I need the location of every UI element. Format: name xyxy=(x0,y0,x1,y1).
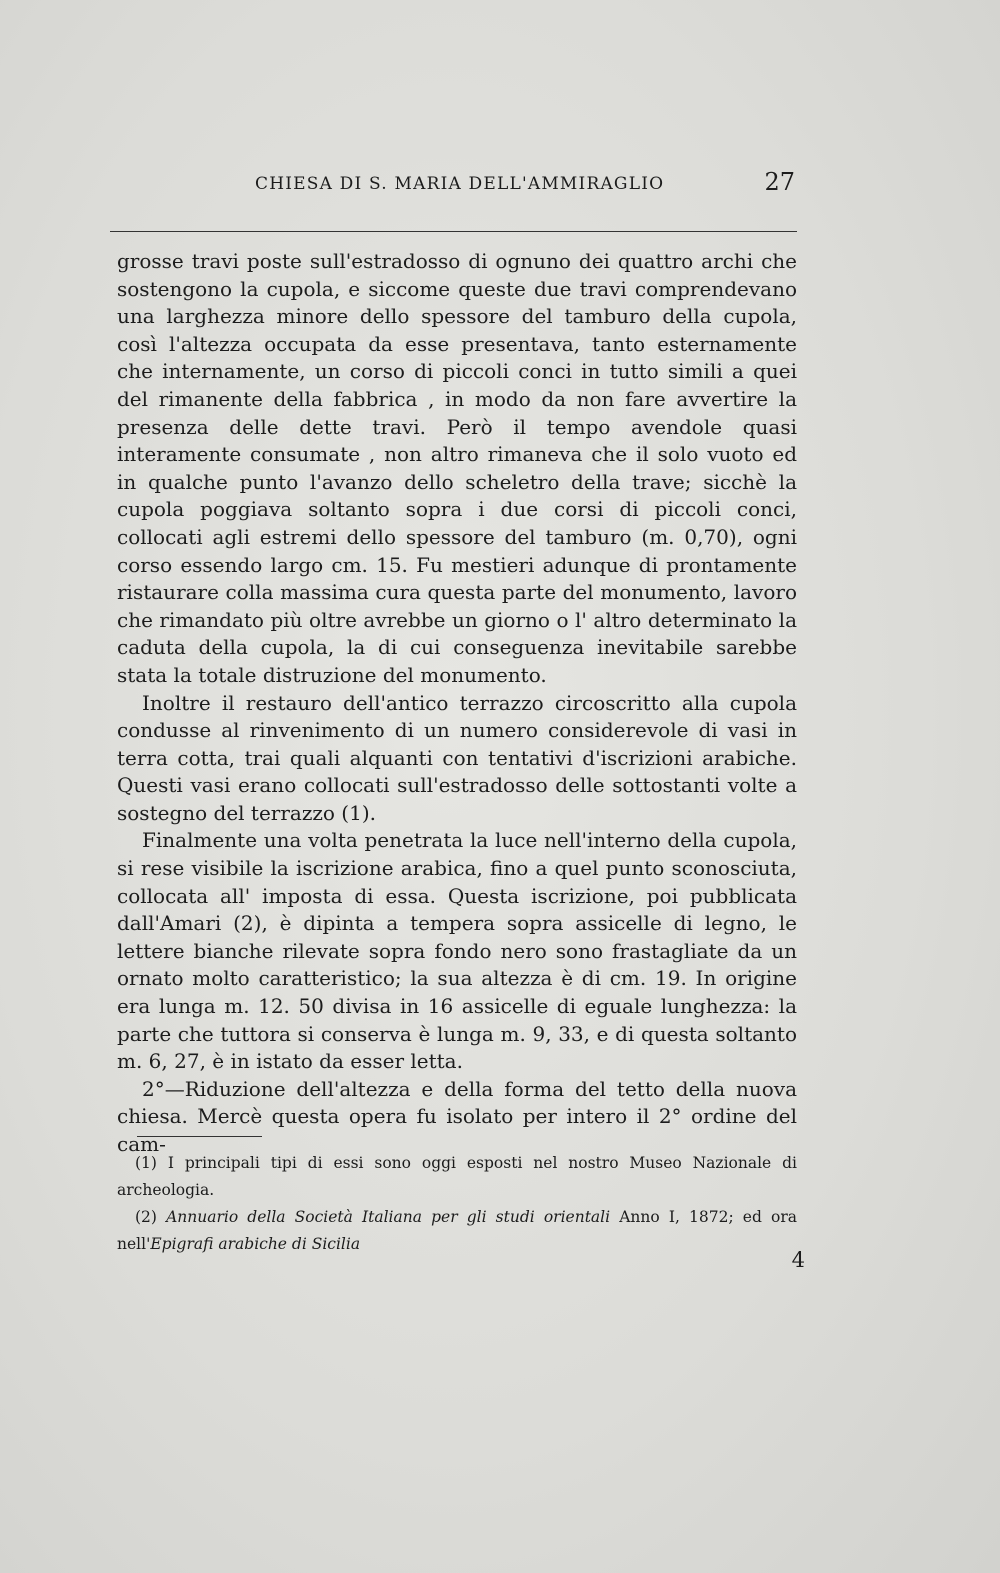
footnote-rule xyxy=(137,1136,262,1137)
body-text xyxy=(117,248,797,1159)
header-rule xyxy=(110,231,797,232)
footnote-2-middle: Anno I, 1872; ed ora nell' xyxy=(117,1208,797,1253)
page-header xyxy=(255,168,795,202)
page-number: 27 xyxy=(764,168,795,196)
footnote-2-title2: Epigrafi arabiche di Sicilia xyxy=(150,1235,361,1253)
signature-mark: 4 xyxy=(791,1248,805,1272)
paragraph-2: Inoltre il restauro dell'antico terrazzo circoscritto alla cupola condusse al rinvenimento di un numero considerevole di vasi in terra cotta, trai quali alquanti con tentativi d'iscrizioni arabiche. Questi vasi erano collocati sull'estradosso delle sottostanti volte a sostegno del terrazzo (1). xyxy=(117,690,797,825)
footnote-2 xyxy=(117,1204,797,1258)
paragraph-1: grosse travi poste sull'estradosso di ognuno dei quattro archi che sostengono la cupola, e siccome queste due travi comprendevano una larghezza minore dello spessore del tamburo della cupola, così l'altezza occupata da esse presentava, tanto esternamente che internamente, un corso di piccoli conci in tutto simili a quei del rimanente della fabbrica , in modo da non fare avvertire la presenza delle dette travi. Però il tempo avendole quasi interamente consumate , non altro rimaneva che il solo vuoto ed in qualche punto l'avanzo dello scheletro della trave; sicchè la cupola poggiava soltanto sopra i due corsi di piccoli conci, collocati agli estremi dello spessore del tamburo (m. 0,70), ogni corso essendo largo cm. 15. Fu mestieri adunque di prontamente ristaurare colla massima cura questa parte del monumento, lavoro che rimandato più oltre avrebbe un giorno o l' altro determinato la caduta della cupola, la di cui conseguenza inevitabile sarebbe stata la totale distruzione del monumento. xyxy=(117,249,797,687)
footnote-2-title: Annuario della Società Italiana per gli studi orientali xyxy=(166,1208,611,1226)
footnotes xyxy=(117,1150,797,1258)
footnote-1: (1) I principali tipi di essi sono oggi esposti nel nostro Museo Nazionale di archeologia. xyxy=(117,1154,797,1199)
paragraph-3: Finalmente una volta penetrata la luce nell'interno della cupola, si rese visibile la iscrizione arabica, fino a quel punto sconosciuta, collocata all' imposta di essa. Questa iscrizione, poi pubblicata dall'Amari (2), è dipinta a tempera sopra assicelle di legno, le lettere bianche rilevate sopra fondo nero sono frastagliate da un ornato molto caratteristico; la sua altezza è di cm. 19. In origine era lunga m. 12. 50 divisa in 16 assicelle di eguale lunghezza: la parte che tuttora si conserva è lunga m. 9, 33, e di questa soltanto m. 6, 27, è in istato da esser letta. xyxy=(117,828,797,1074)
footnote-2-prefix: (2) xyxy=(135,1208,167,1226)
running-head: CHIESA DI S. MARIA DELL'AMMIRAGLIO xyxy=(255,174,665,194)
paragraph-4: 2°—Riduzione dell'altezza e della forma del tetto della nuova chiesa. Mercè questa opera fu isolato per intero il 2° ordine del cam- xyxy=(117,1076,797,1156)
